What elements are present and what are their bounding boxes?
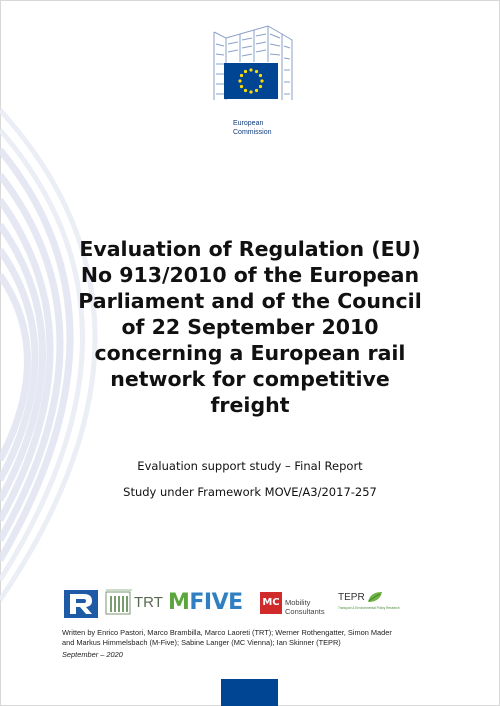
subtitle-report-type: Evaluation support study – Final Report [137, 459, 363, 473]
mc-logo [260, 592, 330, 618]
mfive-m: M [168, 590, 190, 615]
authors [62, 628, 462, 648]
ec-logo-text [233, 119, 272, 137]
trt-text: TRT [134, 594, 163, 611]
subtitle-framework: Study under Framework MOVE/A3/2017-257 [123, 485, 377, 499]
publication-date: September – 2020 [62, 650, 123, 659]
document-title [40, 236, 460, 418]
ec-logo-line1: European [233, 120, 264, 127]
mfive-rest: FIVE [189, 590, 243, 615]
title-line-5: concerning a European rail [94, 341, 406, 365]
title-line-7: freight [210, 393, 290, 417]
european-commission-logo [196, 22, 306, 136]
title-line-2: No 913/2010 of the European [80, 263, 420, 287]
title-line-4: of 22 September 2010 [121, 315, 379, 339]
tepr-text: TEPR [338, 592, 365, 603]
title-line-3: Parliament and of the Council [78, 289, 422, 313]
eu-flag [224, 63, 278, 99]
mc-box: MC [260, 592, 282, 614]
leaf-icon [366, 590, 386, 604]
mfive-logo [168, 588, 243, 618]
title-line-1: Evaluation of Regulation (EU) [79, 237, 421, 261]
mc-line-2: Consultants [285, 607, 325, 616]
bottom-eu-flag [221, 679, 278, 706]
mc-line-1: Mobility [285, 598, 311, 607]
authors-line-1: Written by Enrico Pastori, Marco Brambilla, Marco Laoreti (TRT); Werner Rothengatter, Simon Mader [62, 628, 392, 637]
ec-logo-line2: Commission [233, 129, 272, 136]
partner-logos [64, 588, 444, 618]
ricardo-logo [64, 590, 98, 618]
title-line-6: network for competitive [110, 367, 390, 391]
tepr-subtitle: Transport & Environmental Policy Research [338, 606, 400, 610]
tepr-logo [338, 590, 444, 616]
authors-line-2: and Markus Himmelsbach (M-Five); Sabine Langer (MC Vienna); Ian Skinner (TEPR) [62, 638, 341, 647]
mc-text [285, 594, 325, 616]
eu-stars-icon [224, 63, 278, 99]
